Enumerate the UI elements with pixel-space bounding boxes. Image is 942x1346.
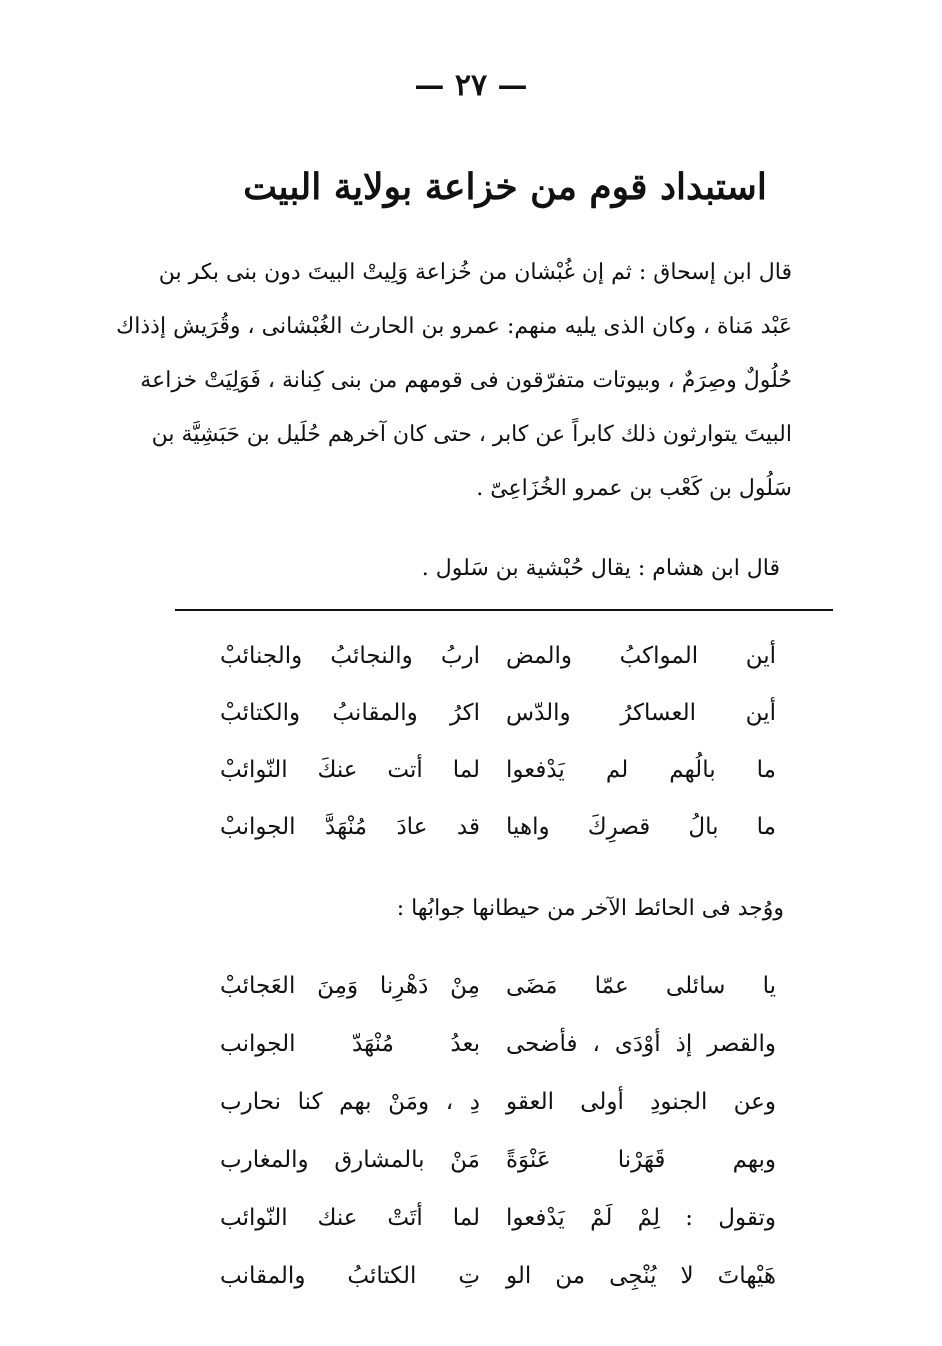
verse-second-hemistich: مِنْ دَهْرِنا وَمِنَ العَجائبْ: [220, 973, 480, 999]
verse-second-hemistich: تِ الكتائبُ والمقانب: [220, 1263, 480, 1289]
prose-line: عَبْد مَناة ، وكان الذى يليه منهم: عمرو بن الحارث الغُبْشانى ، وقُرَيش إذذاك: [116, 314, 792, 339]
poem-one: [220, 636, 776, 866]
verse-first-hemistich: ما بالُهم لم يَدْفعوا: [506, 757, 776, 783]
verse-first-hemistich: أين المواكبُ والمض: [506, 643, 776, 669]
verse-first-hemistich: ما بالُ قصرِكَ واهيا: [506, 814, 776, 840]
prose-paragraph: [116, 246, 792, 516]
verse-line: [220, 1024, 776, 1064]
prose-line: البيتَ يتوارثون ذلك كابراً عن كابر ، حتى كان آخرهم حُلَيل بن حَبَشِيَّة بن: [151, 422, 792, 447]
verse-second-hemistich: لما أتت عنكَ النّوائبْ: [220, 757, 480, 783]
verse-line: [220, 750, 776, 790]
verse-second-hemistich: اربُ والنجائبُ والجنائبْ: [220, 643, 480, 669]
poem-two: [220, 966, 776, 1296]
verse-line: [220, 966, 776, 1006]
verse-line: [220, 1198, 776, 1238]
prose-line: حُلُولٌ وصِرَمٌ ، وبيوتات متفرّقون فى قومهم من بنى كِنانة ، فَوَلِيَتْ خزاعة: [140, 368, 792, 393]
verse-first-hemistich: وتقول : لِمْ لَمْ يَدْفعوا: [506, 1205, 776, 1231]
section-divider: [175, 609, 833, 611]
verse-first-hemistich: أين العساكرُ والدّس: [506, 700, 776, 726]
verse-line: [220, 1082, 776, 1122]
verse-line: [220, 1140, 776, 1180]
chapter-title: استبداد قوم من خزاعة بولاية البيت: [243, 166, 767, 208]
verse-first-hemistich: يا سائلى عمّا مَضَى: [506, 973, 776, 999]
verse-second-hemistich: دِ ، ومَنْ بهم كنا نحارب: [220, 1089, 480, 1115]
prose-line: سَلُول بن كَعْب بن عمرو الخُزَاعِىّ .: [476, 476, 792, 501]
verse-second-hemistich: لما أتَتْ عنك النّوائب: [220, 1205, 480, 1231]
verse-second-hemistich: مَنْ بالمشارق والمغارب: [220, 1147, 480, 1173]
verse-second-hemistich: اكرُ والمقانبُ والكتائبْ: [220, 700, 480, 726]
verse-line: [220, 1256, 776, 1296]
prose-line: قال ابن إسحاق : ثم إن غُبْشان من خُزاعة وَلِيتْ البيتَ دون بنى بكر بن: [158, 260, 792, 285]
poem-two-intro: ووُجد فى الحائط الآخر من حيطانها جوابُها :: [396, 896, 784, 921]
verse-second-hemistich: قد عادَ مُنْهَدَّ الجوانبْ: [220, 814, 480, 840]
verse-line: [220, 636, 776, 676]
verse-second-hemistich: بعدُ مُنْهَدّ الجوانب: [220, 1031, 480, 1057]
verse-line: [220, 693, 776, 733]
verse-first-hemistich: وعن الجنودِ أولى العقو: [506, 1089, 776, 1115]
verse-line: [220, 807, 776, 847]
verse-first-hemistich: هَيْهاتَ لا يُنْجِى من الو: [506, 1263, 776, 1289]
page-number: — ٢٧ —: [414, 68, 528, 103]
verse-first-hemistich: والقصر إذ أوْدَى ، فأضحى: [506, 1031, 776, 1057]
ibn-hisham-note: قال ابن هشام : يقال حُبْشية بن سَلول .: [421, 556, 780, 581]
verse-first-hemistich: وبهم قَهَرْنا عَنْوَةً: [506, 1147, 776, 1173]
